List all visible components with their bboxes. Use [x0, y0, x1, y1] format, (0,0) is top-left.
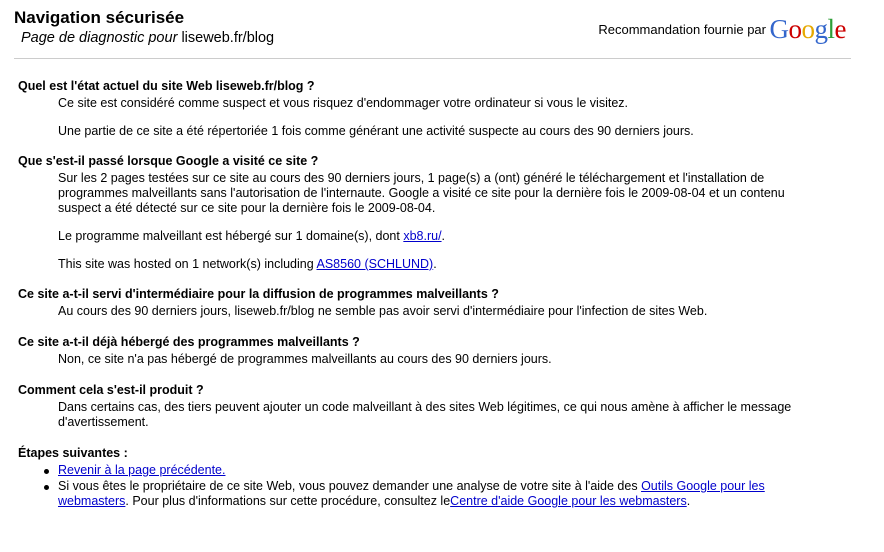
- header-divider: [14, 58, 851, 59]
- section-how: [18, 383, 808, 430]
- answer-paragraph: Ce site est considéré comme suspect et vous risquez d'endommager votre ordinateur si vous le visitez.: [58, 96, 629, 110]
- answer-hosted: [58, 352, 808, 367]
- network-text: This site was hosted on 1 network(s) including: [58, 257, 314, 271]
- question-intermediary: Ce site a-t-il servi d'intermédiaire pour la diffusion de programmes malveillants ?: [18, 287, 499, 301]
- section-hosted: [18, 335, 808, 367]
- malware-domain-link[interactable]: xb8.ru/: [403, 229, 442, 243]
- answer-paragraph: Dans certains cas, des tiers peuvent ajouter un code malveillant à des sites Web légitimes, ce qui nous amène à afficher le message d'avertissement.: [58, 400, 792, 429]
- owner-text: Si vous êtes le propriétaire de ce site Web, vous pouvez demander une analyse de votre site à l'aide des: [58, 479, 638, 493]
- question-hosted: Ce site a-t-il déjà hébergé des programmes malveillants ?: [18, 335, 360, 349]
- list-item: [58, 479, 808, 509]
- owner-text-more: . Pour plus d'informations sur cette procédure, consultez le: [125, 494, 451, 508]
- question-current-state: Quel est l'état actuel du site Web liseweb.fr/blog ?: [18, 79, 315, 93]
- recommendation-text: Recommandation fournie par: [598, 22, 766, 37]
- question-next-steps: Étapes suivantes :: [18, 446, 128, 460]
- next-steps-list: [18, 463, 808, 509]
- answer-google-visit: [58, 171, 808, 272]
- logo-letter-3: o: [801, 14, 815, 44]
- answer-paragraph: Sur les 2 pages testées sur ce site au cours des 90 derniers jours, 1 page(s) a (ont) généré le téléchargement et l'installation de programmes malveillants sans l'autorisation de l'internaute. Google a visité ce site pour la dernière fois le 2009-08-04 et un contenu suspect a été détecté sur ce site pour la dernière fois le 2009-08-04.: [58, 171, 785, 215]
- question-how: Comment cela s'est-il produit ?: [18, 383, 204, 397]
- logo-letter-6: e: [834, 14, 846, 44]
- punctuation: .: [441, 229, 446, 243]
- logo-letter-4: g: [814, 14, 828, 44]
- answer-paragraph: Une partie de ce site a été répertoriée 1 fois comme générant une activité suspecte au cours des 90 derniers jours.: [58, 124, 694, 138]
- google-logo: [770, 14, 847, 44]
- section-current-state: [18, 79, 808, 139]
- webmaster-tools-link[interactable]: Outils Google pour les webmasters: [58, 479, 765, 508]
- diagnostic-content: [18, 79, 808, 524]
- page-header: [14, 8, 854, 54]
- answer-paragraph: [58, 257, 808, 272]
- logo-letter-5: l: [827, 14, 835, 44]
- domain-text: Le programme malveillant est hébergé sur 1 domaine(s), dont: [58, 229, 400, 243]
- network-link[interactable]: AS8560 (SCHLUND): [316, 257, 434, 271]
- subtitle-label: Page de diagnostic pour: [21, 30, 178, 46]
- list-item: [58, 463, 808, 478]
- subtitle-site: liseweb.fr/blog: [181, 30, 275, 46]
- back-link[interactable]: Revenir à la page précédente.: [58, 463, 226, 477]
- answer-paragraph: Au cours des 90 derniers jours, liseweb.fr/blog ne semble pas avoir servi d'intermédiaire pour l'infection de sites Web.: [58, 304, 708, 318]
- section-next-steps: [18, 446, 808, 509]
- answer-paragraph: [58, 229, 808, 244]
- punctuation: .: [686, 494, 691, 508]
- logo-letter-2: o: [788, 14, 802, 44]
- answer-how: [58, 400, 808, 430]
- answer-intermediary: [58, 304, 808, 319]
- question-google-visit: Que s'est-il passé lorsque Google a visité ce site ?: [18, 154, 319, 168]
- section-google-visit: [18, 154, 808, 272]
- logo-letter-1: G: [769, 14, 789, 44]
- webmaster-help-link[interactable]: Centre d'aide Google pour les webmasters: [450, 494, 687, 508]
- page-title: Navigation sécurisée: [14, 8, 185, 27]
- section-intermediary: [18, 287, 808, 319]
- page-subtitle: [21, 29, 274, 47]
- answer-paragraph: Non, ce site n'a pas hébergé de programmes malveillants au cours des 90 derniers jours.: [58, 352, 552, 366]
- answer-current-state: [58, 96, 808, 139]
- punctuation: .: [433, 257, 437, 271]
